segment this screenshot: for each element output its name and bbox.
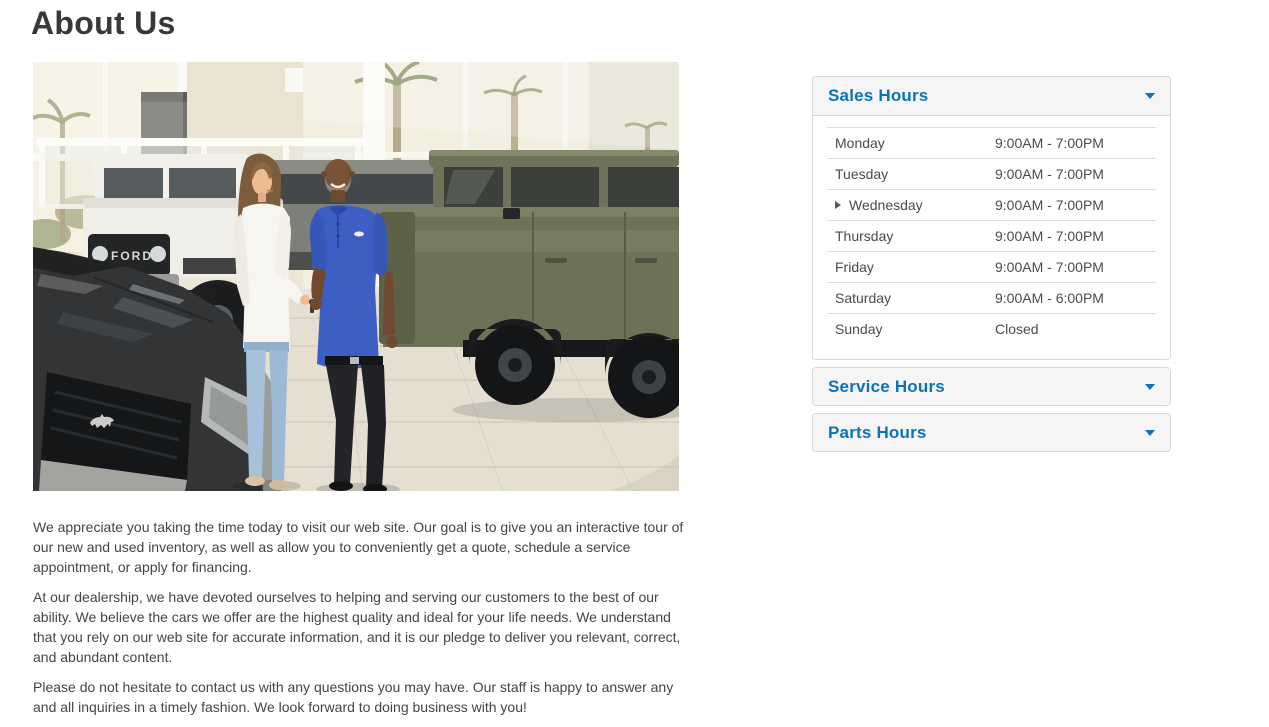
day-label: Friday bbox=[835, 259, 874, 275]
sales-hours-header[interactable] bbox=[813, 77, 1170, 116]
parts-hours-title: Parts Hours bbox=[828, 422, 927, 442]
sales-hours-title: Sales Hours bbox=[828, 86, 929, 105]
table-row bbox=[827, 282, 1156, 313]
hours-value: 9:00AM - 7:00PM bbox=[995, 259, 1104, 275]
hours-value: Closed bbox=[995, 321, 1039, 337]
hours-value: 9:00AM - 7:00PM bbox=[995, 166, 1104, 182]
about-paragraph-1: We appreciate you taking the time today to visit our web site. Our goal is to give you an interactive tour of our new and used inventory, as well as allow you to conveniently get a quote, schedule a service appointment, or apply for financing. bbox=[33, 519, 684, 575]
chevron-down-icon bbox=[1145, 430, 1155, 436]
table-row bbox=[827, 251, 1156, 282]
about-copy bbox=[33, 517, 689, 727]
parts-hours-header[interactable] bbox=[813, 414, 1170, 451]
hours-value: 9:00AM - 7:00PM bbox=[995, 228, 1104, 244]
chevron-down-icon bbox=[1145, 384, 1155, 390]
showroom-photo bbox=[33, 62, 679, 491]
hours-value: 9:00AM - 7:00PM bbox=[995, 197, 1104, 213]
svg-text:FORD: FORD bbox=[111, 249, 153, 263]
day-label: Saturday bbox=[835, 290, 892, 306]
day-label: Tuesday bbox=[835, 166, 889, 182]
day-label: Monday bbox=[835, 135, 885, 151]
table-row bbox=[827, 158, 1156, 189]
chevron-down-icon bbox=[1145, 93, 1155, 99]
day-label-text: Wednesday bbox=[849, 197, 923, 213]
sales-hours-panel bbox=[812, 76, 1171, 360]
today-marker-icon bbox=[835, 201, 841, 209]
table-row bbox=[827, 313, 1156, 344]
service-hours-header[interactable] bbox=[813, 368, 1170, 405]
hours-value: 9:00AM - 6:00PM bbox=[995, 290, 1104, 306]
day-label: Thursday bbox=[835, 228, 894, 244]
table-row bbox=[827, 127, 1156, 158]
showroom-photo-illustration bbox=[33, 62, 679, 491]
hours-value: 9:00AM - 7:00PM bbox=[995, 135, 1104, 151]
service-hours-panel bbox=[812, 367, 1171, 406]
day-label: Sunday bbox=[835, 321, 883, 337]
page-title: About Us bbox=[31, 5, 176, 41]
about-paragraph-3: Please do not hesitate to contact us with any questions you may have. Our staff is happy to answer any and all inquiries in a timely fashion. We look forward to doing business with you! bbox=[33, 679, 674, 715]
parts-hours-panel bbox=[812, 413, 1171, 452]
day-label bbox=[827, 197, 995, 213]
hours-sidebar bbox=[812, 76, 1171, 459]
about-paragraph-2: At our dealership, we have devoted ourselves to helping and serving our customers to the best of our ability. We believe the cars we offer are the highest quality and ideal for your life needs. We understand that you rely on our web site for accurate information, and it is our pledge to deliver you relevant, correct, and abundant content. bbox=[33, 589, 681, 665]
table-row bbox=[827, 220, 1156, 251]
table-row-today bbox=[827, 189, 1156, 220]
sales-hours-table bbox=[813, 116, 1170, 359]
service-hours-title: Service Hours bbox=[828, 376, 945, 396]
